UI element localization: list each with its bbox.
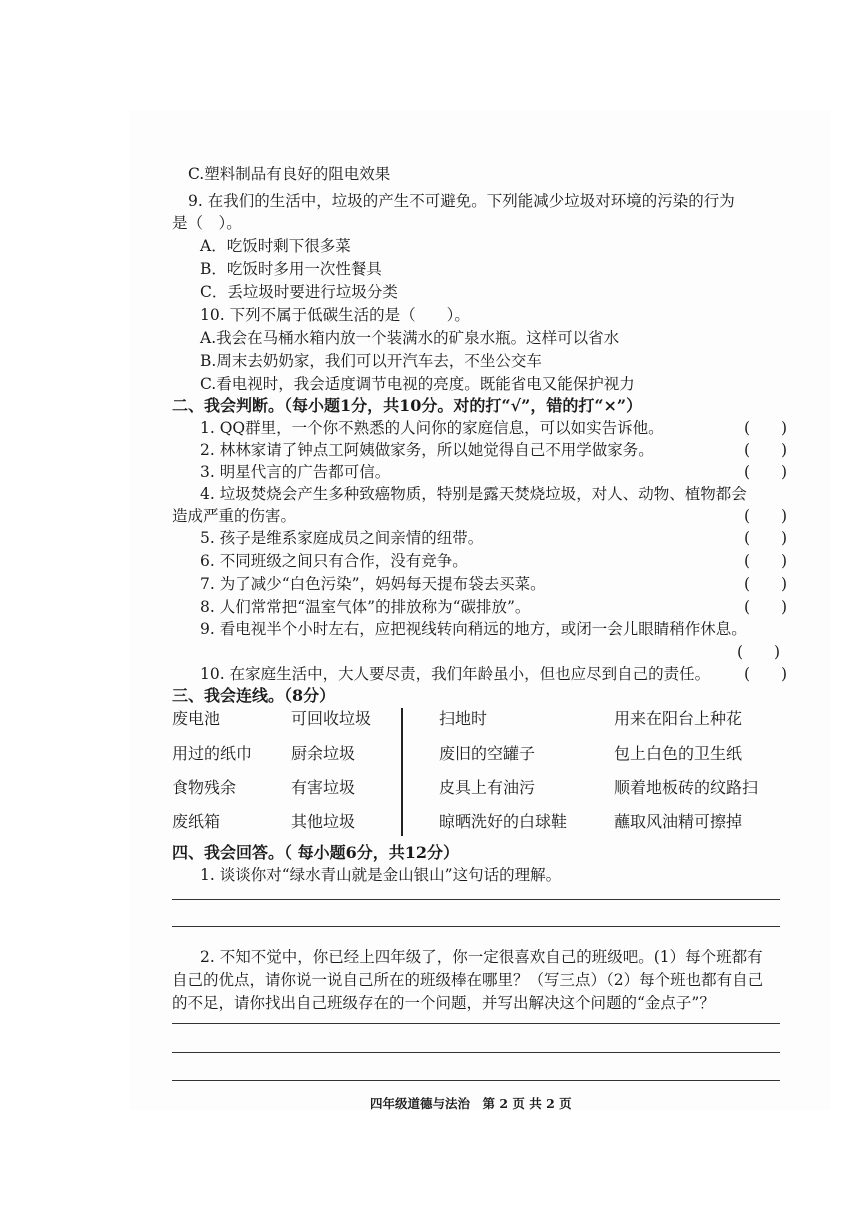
answer-q1: 1. 谈谈你对“绿水青山就是金山银山”这句话的理解。 — [200, 866, 562, 884]
answer-q2-line3: 的不足，请你找出自己班级存在的一个问题，并写出解决这个问题的“金点子”？ — [172, 994, 715, 1012]
q10-stem: 10. 下列不属于低碳生活的是（ ）。 — [200, 306, 470, 324]
section3-title: 三、我会连线。（8分） — [172, 686, 336, 705]
match-left-item-4[interactable]: 废纸箱 — [172, 812, 221, 831]
answer-line-q2-3[interactable] — [172, 1080, 780, 1081]
match-right-item-2[interactable]: 废旧的空罐子 — [439, 744, 536, 763]
match-left-item-3[interactable]: 食物残余 — [172, 778, 237, 797]
match-method-2[interactable]: 包上白色的卫生纸 — [614, 744, 743, 763]
page-footer: 四年级道德与法治 第 2 页 共 2 页 — [370, 1096, 572, 1111]
q8-option-c: C.塑料制品有良好的阻电效果 — [188, 165, 391, 183]
match-category-3[interactable]: 有害垃圾 — [291, 778, 356, 797]
q9-stem-line2: 是（ ）。 — [172, 214, 242, 232]
answer-line-q2-2[interactable] — [172, 1052, 780, 1053]
q9-option-a: A．吃饭时剩下很多菜 — [200, 237, 351, 255]
answer-q2-line2: 自己的优点，请你说一说自己所在的班级棒在哪里？（写三点）（2）每个班也都有自己 — [172, 971, 764, 989]
match-right-item-3[interactable]: 皮具上有油污 — [439, 778, 536, 797]
judge-item-3: 3. 明星代言的广告都可信。 — [200, 463, 391, 481]
judge-item-5: 5. 孩子是维系家庭成员之间亲情的纽带。 — [200, 529, 484, 547]
judge-item-7: 7. 为了减少“白色污染”，妈妈每天提布袋去买菜。 — [200, 575, 546, 593]
answer-blank-6[interactable]: ( ) — [744, 552, 788, 570]
match-left-item-2[interactable]: 用过的纸巾 — [172, 744, 253, 763]
answer-line-q1-2[interactable] — [172, 926, 780, 927]
q9-option-b: B．吃饭时多用一次性餐具 — [200, 260, 382, 278]
answer-blank-2[interactable]: ( ) — [744, 441, 788, 459]
answer-q2-line1: 2. 不知不觉中，你已经上四年级了，你一定很喜欢自己的班级吧。(1）每个班都有 — [200, 948, 763, 966]
judge-item-8: 8. 人们常常把“温室气体”的排放称为“碳排放”。 — [200, 598, 531, 616]
q9-option-c: C．丢垃圾时要进行垃圾分类 — [200, 283, 398, 301]
answer-blank-8[interactable]: ( ) — [744, 598, 788, 616]
match-right-item-4[interactable]: 晾晒洗好的白球鞋 — [439, 812, 568, 831]
answer-blank-7[interactable]: ( ) — [744, 575, 788, 593]
answer-line-q1-1[interactable] — [172, 899, 780, 900]
judge-item-9: 9. 看电视半个小时左右，应把视线转向稍远的地方，或闭一会儿眼睛稍作休息。 — [200, 620, 747, 638]
match-category-2[interactable]: 厨余垃圾 — [291, 744, 356, 763]
q10-option-a: A.我会在马桶水箱内放一个装满水的矿泉水瓶。这样可以省水 — [200, 329, 620, 347]
section2-title: 二、我会判断。（每小题1分，共10分。对的打“√”，错的打“×”） — [172, 396, 643, 415]
answer-blank-9[interactable]: ( ) — [737, 643, 781, 661]
match-category-4[interactable]: 其他垃圾 — [291, 812, 356, 831]
match-left-item-1[interactable]: 废电池 — [172, 709, 221, 728]
q10-option-c: C.看电视时，我会适度调节电视的亮度。既能省电又能保护视力 — [200, 375, 635, 393]
match-category-1[interactable]: 可回收垃圾 — [291, 709, 372, 728]
q9-stem-line1: 9. 在我们的生活中，垃圾的产生不可避免。下列能减少垃圾对环境的污染的行为 — [188, 192, 735, 210]
judge-item-2: 2. 林林家请了钟点工阿姨做家务，所以她觉得自己不用学做家务。 — [200, 441, 654, 459]
match-right-item-1[interactable]: 扫地时 — [439, 709, 488, 728]
match-method-4[interactable]: 蘸取风油精可擦掉 — [614, 812, 743, 831]
judge-item-1: 1. QQ群里，一个你不熟悉的人问你的家庭信息，可以如实告诉他。 — [200, 419, 664, 437]
answer-blank-3[interactable]: ( ) — [744, 463, 788, 481]
match-divider — [401, 708, 403, 836]
judge-item-10: 10. 在家庭生活中，大人要尽责，我们年龄虽小，但也应尽到自己的责任。 — [200, 665, 711, 683]
answer-blank-5[interactable]: ( ) — [744, 529, 788, 547]
judge-item-4: 4. 垃圾焚烧会产生多种致癌物质，特别是露天焚烧垃圾，对人、动物、植物都会 — [200, 485, 747, 503]
match-method-3[interactable]: 顺着地板砖的纹路扫 — [614, 778, 759, 797]
judge-item-4-cont: 造成严重的伤害。 — [172, 507, 297, 525]
section4-title: 四、我会回答。（ 每小题6分，共12分） — [172, 843, 459, 862]
judge-item-6: 6. 不同班级之间只有合作，没有竞争。 — [200, 552, 468, 570]
answer-line-q2-1[interactable] — [172, 1023, 780, 1024]
match-method-1[interactable]: 用来在阳台上种花 — [614, 709, 743, 728]
answer-blank-1[interactable]: ( ) — [744, 419, 788, 437]
answer-blank-4[interactable]: ( ) — [744, 507, 788, 525]
q10-option-b: B.周末去奶奶家，我们可以开汽车去，不坐公交车 — [200, 352, 542, 370]
answer-blank-10[interactable]: ( ) — [744, 665, 788, 683]
